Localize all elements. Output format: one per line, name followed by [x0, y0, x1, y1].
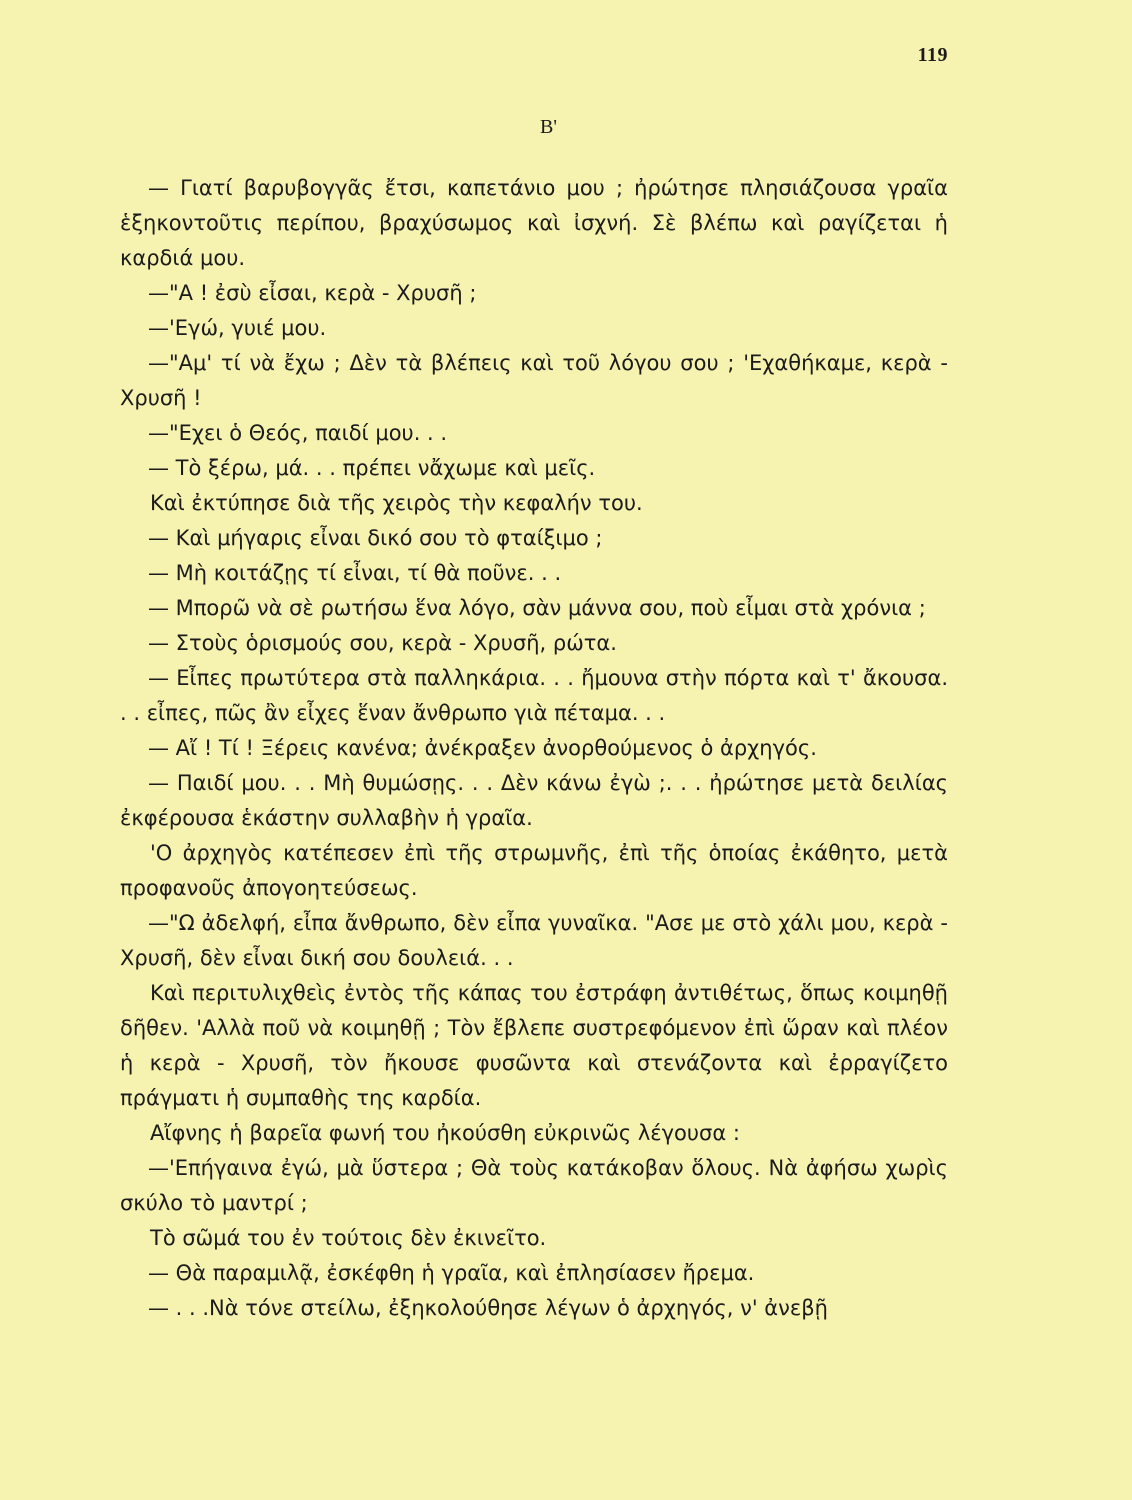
chapter-marker: Β'	[540, 116, 557, 138]
paragraph: —"Ω ἀδελφή, εἶπα ἄνθρωπο, δὲν εἶπα γυναῖκα. "Ασε με στὸ χάλι μου, κερὰ - Χρυσῆ, δὲν εἶναι δική σου δουλειά. . .	[120, 911, 948, 970]
paragraph: — Γιατί βαρυβογγᾶς ἔτσι, καπετάνιο μου ; ἠρώτησε πλησιάζουσα γραῖα ἑξηκοντοῦτις περίπου, βραχύσωμος καὶ ἰσχνή. Σὲ βλέπω καὶ ραγίζεται ἡ καρδιά μου.	[120, 176, 948, 270]
paragraph: — Αἴ ! Τί ! Ξέρεις κανένα; ἀνέκραξεν ἀνορθούμενος ὁ ἀρχηγός.	[148, 736, 817, 760]
paragraph: —'Εγώ, γυιέ μου.	[148, 316, 327, 340]
paragraph: — Θὰ παραμιλᾷ, ἐσκέφθη ἡ γραῖα, καὶ ἐπλησίασεν ἤρεμα.	[148, 1261, 755, 1285]
paragraph: — Μπορῶ νὰ σὲ ρωτήσω ἕνα λόγο, σὰν μάννα σου, ποὺ εἶμαι στὰ χρόνια ;	[148, 596, 926, 620]
paragraph: Τὸ σῶμά του ἐν τούτοις δὲν ἐκινεῖτο.	[150, 1226, 547, 1250]
paragraph: Αἴφνης ἡ βαρεῖα φωνή του ἠκούσθη εὐκρινῶς λέγουσα :	[150, 1121, 740, 1145]
paragraph: — Εἶπες πρωτύτερα στὰ παλληκάρια. . . ἤμουνα στὴν πόρτα καὶ τ' ἄκουσα. . . εἶπες, πῶς ἂν εἶχες ἕναν ἄνθρωπο γιὰ πέταμα. . .	[120, 666, 948, 725]
paragraph: —"Αμ' τί νὰ ἔχω ; Δὲν τὰ βλέπεις καὶ τοῦ λόγου σου ; 'Εχαθήκαμε, κερὰ - Χρυσῆ !	[120, 351, 948, 410]
paragraph: — Τὸ ξέρω, μά. . . πρέπει νἄχωμε καὶ μεῖς.	[148, 456, 596, 480]
paragraph: 'Ο ἀρχηγὸς κατέπεσεν ἐπὶ τῆς στρωμνῆς, ἐπὶ τῆς ὁποίας ἐκάθητο, μετὰ προφανοῦς ἀπογοητεύσεως.	[120, 841, 948, 900]
paragraph: —"Α ! ἐσὺ εἶσαι, κερὰ - Χρυσῆ ;	[148, 281, 477, 305]
paragraph: — Παιδί μου. . . Μὴ θυμώσῃς. . . Δὲν κάνω ἐγὼ ;. . . ἠρώτησε μετὰ δειλίας ἐκφέρουσα ἑκάστην συλλαβὴν ἡ γραῖα.	[120, 771, 948, 830]
page-text	[120, 171, 948, 1326]
paragraph: Καὶ περιτυλιχθεὶς ἐντὸς τῆς κάπας του ἐστράφη ἀντιθέτως, ὅπως κοιμηθῇ δῆθεν. 'Αλλὰ ποῦ νὰ κοιμηθῇ ; Τὸν ἔβλεπε συστρεφόμενον ἐπὶ ὥραν καὶ πλέον ἡ κερὰ - Χρυσῆ, τὸν ἤκουσε φυσῶντα καὶ στενάζοντα καὶ ἐρραγίζετο πράγματι ἡ συμπαθὴς της καρδία.	[120, 981, 948, 1110]
page-number: 119	[917, 44, 948, 66]
paragraph: — Στοὺς ὁρισμούς σου, κερὰ - Χρυσῆ, ρώτα.	[148, 631, 617, 655]
paragraph: — . . .Νὰ τόνε στείλω, ἐξηκολούθησε λέγων ὁ ἀρχηγός, ν' ἀνεβῇ	[148, 1296, 828, 1320]
paragraph: —'Επήγαινα ἐγώ, μὰ ὕστερα ; Θὰ τοὺς κατάκοβαν ὅλους. Νὰ ἀφήσω χωρὶς σκύλο τὸ μαντρί ;	[120, 1156, 948, 1215]
paragraph: — Μὴ κοιτάζῃς τί εἶναι, τί θὰ ποῦνε. . .	[148, 561, 562, 585]
paragraph: — Καὶ μήγαρις εἶναι δικό σου τὸ φταίξιμο ;	[148, 526, 603, 550]
paragraph: —"Εχει ὁ Θεός, παιδί μου. . .	[148, 421, 448, 445]
paragraph: Καὶ ἐκτύπησε διὰ τῆς χειρὸς τὴν κεφαλήν του.	[150, 491, 643, 515]
